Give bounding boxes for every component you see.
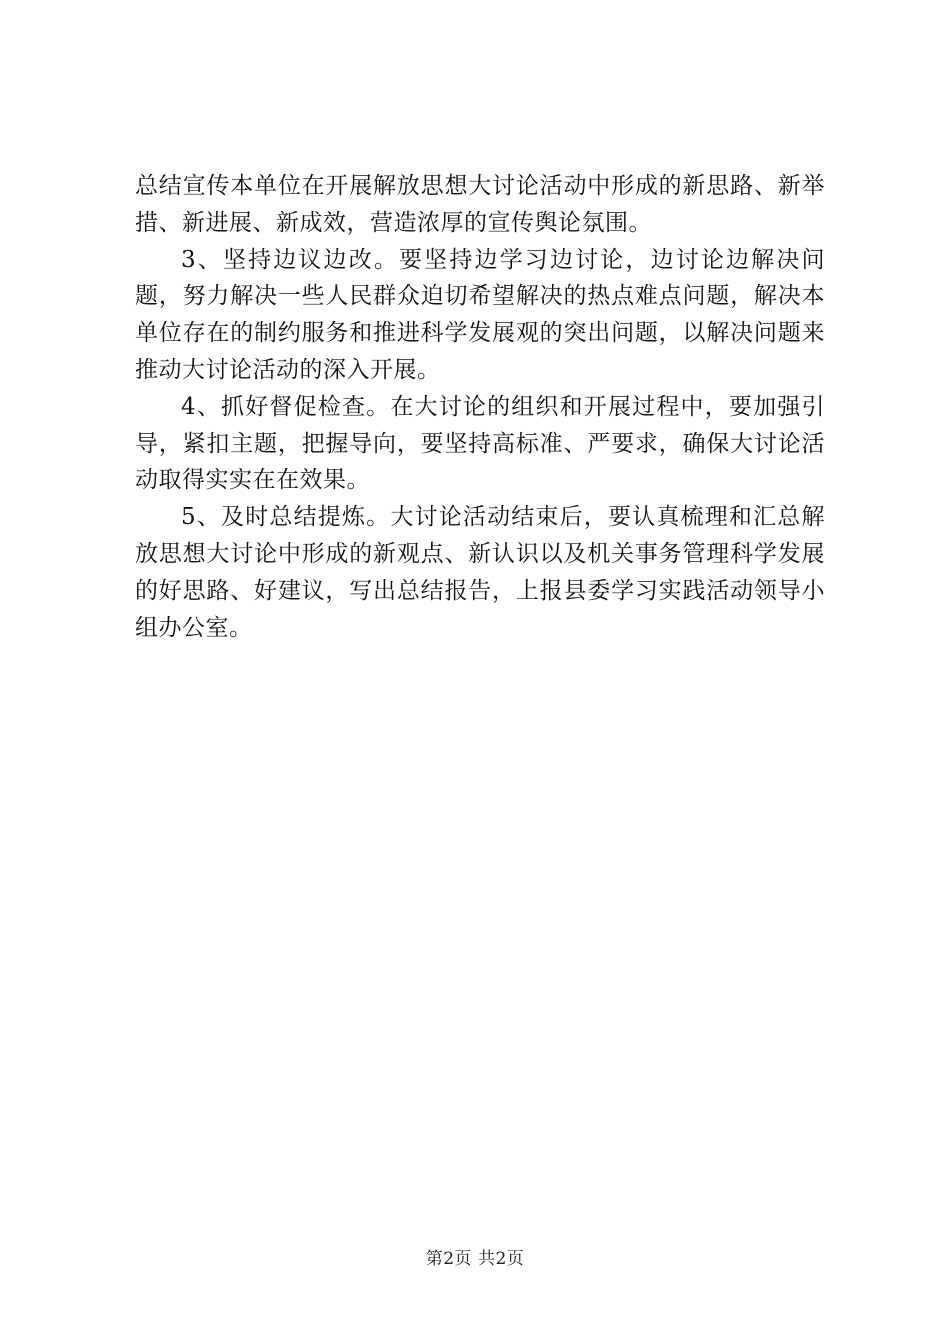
paragraph-item-4: 4、抓好督促检查。在大讨论的组织和开展过程中，要加强引导，紧扣主题，把握导向，要坚持高标准、严要求，确保大讨论活动取得实实在在效果。 <box>135 393 825 494</box>
document-body <box>135 168 825 646</box>
paragraph-item-5: 5、及时总结提炼。大讨论活动结束后，要认真梳理和汇总解放思想大讨论中形成的新观点、新认识以及机关事务管理科学发展的好思路、好建议，写出总结报告，上报县委学习实践活动领导小组办公室。 <box>135 504 825 641</box>
paragraph-item-3: 3、坚持边议边改。要坚持边学习边讨论，边讨论边解决问题，努力解决一些人民群众迫切希望解决的热点难点问题，解决本单位存在的制约服务和推进科学发展观的突出问题，以解决问题来推动大讨论活动的深入开展。 <box>135 246 825 383</box>
page-number-footer: 第2页 共2页 <box>425 1249 525 1269</box>
paragraph-continuation: 总结宣传本单位在开展解放思想大讨论活动中形成的新思路、新举措、新进展、新成效，营造浓厚的宣传舆论氛围。 <box>135 173 825 236</box>
